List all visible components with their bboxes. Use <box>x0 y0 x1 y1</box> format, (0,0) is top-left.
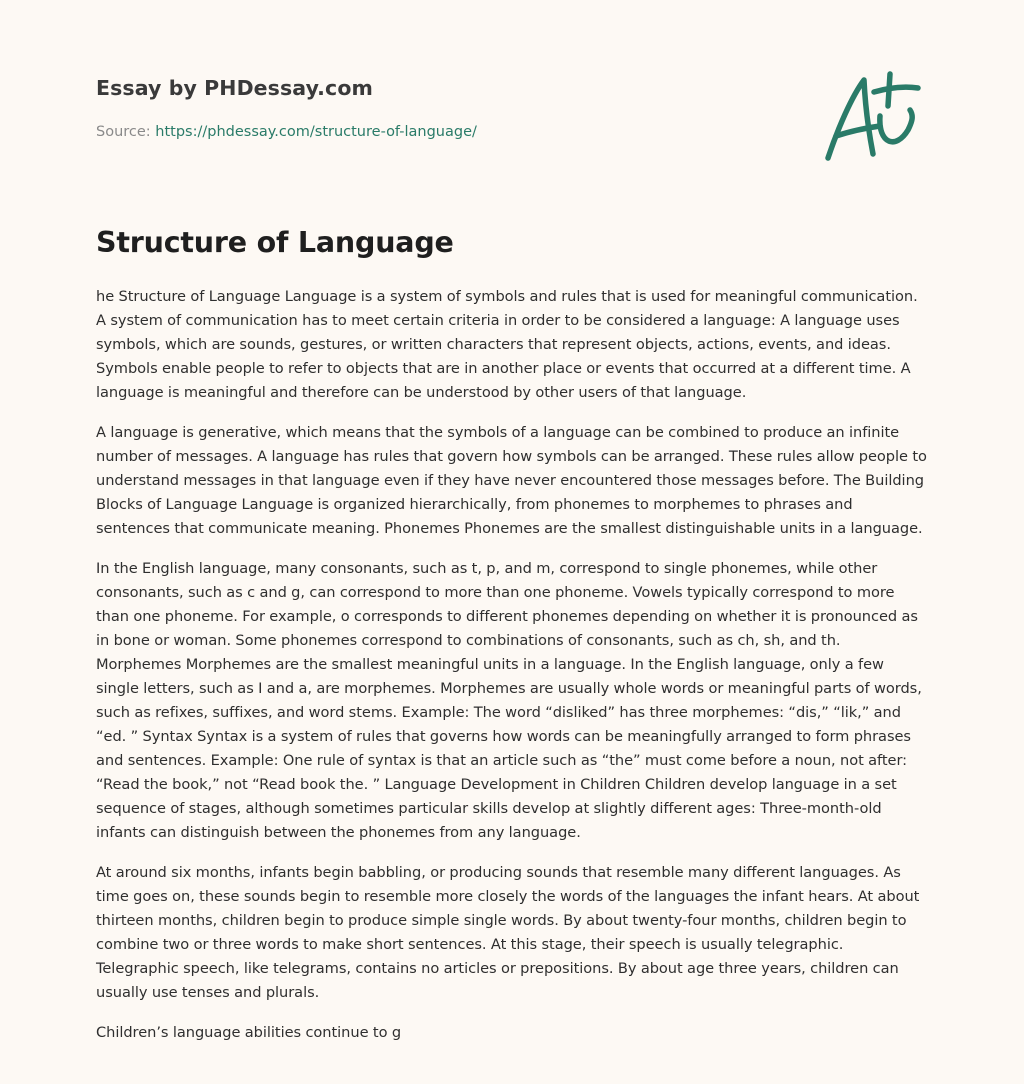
essay-title: Structure of Language <box>96 226 454 259</box>
essay-paragraph: A language is generative, which means that the symbols of a language can be combined to produce an infinite number of messages. A language has rules that govern how symbols can be arranged. These rules allow people to understand messages in that language even if they have never encountered those messages before. The Building Blocks of Language Language is organized hierarchically, from phonemes to morphemes to phrases and sentences that communicate meaning. Phonemes Phonemes are the smallest distinguishable units in a language. <box>96 424 927 537</box>
essay-body <box>96 285 930 1061</box>
essay-paragraph: he Structure of Language Language is a system of symbols and rules that is used for meaningful communication. A system of communication has to meet certain criteria in order to be considered a language: A language uses symbols, which are sounds, gestures, or written characters that represent objects, actions, events, and ideas. Symbols enable people to refer to objects that are in another place or events that occurred at a different time. A language is meaningful and therefore can be understood by other users of that language. <box>96 288 918 401</box>
source-link[interactable]: https://phdessay.com/structure-of-language/ <box>155 124 477 140</box>
a-plus-logo-icon <box>818 66 928 166</box>
essay-paragraph: In the English language, many consonants, such as t, p, and m, correspond to single phonemes, while other consonants, such as c and g, can correspond to more than one phoneme. Vowels typically correspond to more than one phoneme. For example, o corresponds to different phonemes depending on whether it is pronounced as in bone or woman. Some phonemes correspond to combinations of consonants, such as ch, sh, and th. Morphemes Morphemes are the smallest meaningful units in a language. In the English language, only a few single letters, such as I and a, are morphemes. Morphemes are usually whole words or meaningful parts of words, such as refixes, suffixes, and word stems. Example: The word “disliked” has three morphemes: “dis,” “lik,” and “ed. ” Syntax Syntax is a system of rules that governs how words can be meaningfully arranged to form phrases and sentences. Example: One rule of syntax is that an article such as “the” must come before a noun, not after: “Read the book,” not “Read book the. ” Language Development in Children Children develop language in a set sequence of stages, although sometimes particular skills develop at slightly different ages: Three-month-old infants can distinguish between the phonemes from any language. <box>96 560 922 841</box>
essay-paragraph: Children’s language abilities continue to g <box>96 1024 402 1041</box>
source-line <box>96 124 477 140</box>
brand-title: Essay by PHDessay.com <box>96 76 373 100</box>
source-label: Source: <box>96 124 156 140</box>
essay-paragraph: At around six months, infants begin babbling, or producing sounds that resemble many different languages. As time goes on, these sounds begin to resemble more closely the words of the languages the infant hears. At about thirteen months, children begin to produce simple single words. By about twenty-four months, children begin to combine two or three words to make short sentences. At this stage, their speech is usually telegraphic. Telegraphic speech, like telegrams, contains no articles or prepositions. By about age three years, children can usually use tenses and plurals. <box>96 864 920 1001</box>
